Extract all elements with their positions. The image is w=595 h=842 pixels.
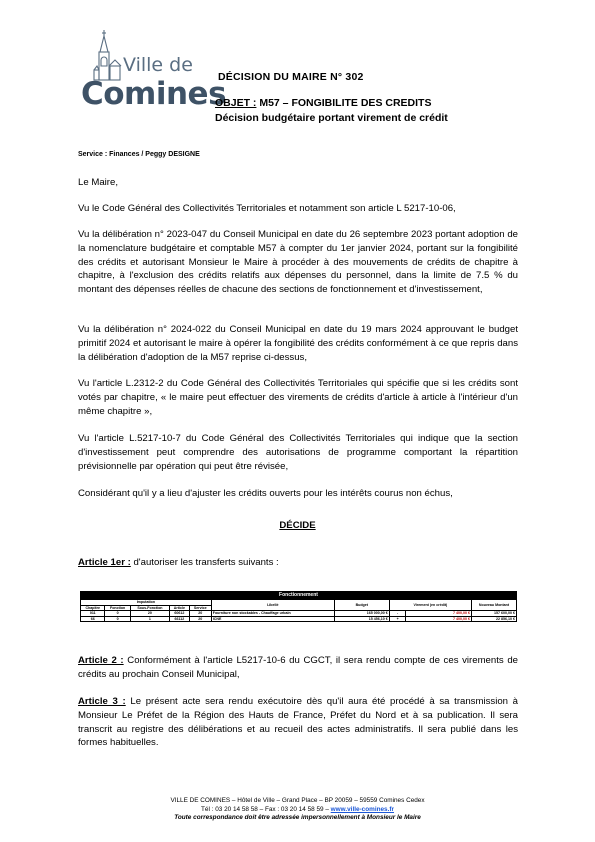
website-link[interactable]: www.ville-comines.fr (330, 805, 395, 813)
objet-label: OBJET : (215, 97, 257, 109)
footer-address: VILLE DE COMINES – Hôtel de Ville – Grand Place – BP 20059 – 59559 Comines Cedex (170, 797, 425, 804)
cell-article: 66112 (170, 616, 190, 622)
table-header-fonction: Fonction (105, 605, 130, 611)
service-line: Service : Finances / Peggy DESIGNE (78, 151, 200, 158)
paragraph-article-l5217: Vu l'article L.5217-10-7 du Code Général des Collectivités Territoriales qui indique que la section d'investissement peut comprendre des autorisations de programme comportant la répartition prévisionnelle par opération qui peut être révisée, (78, 433, 518, 472)
cell-chapitre: 011 (81, 611, 105, 617)
cell-service: 20 (189, 611, 211, 617)
table-header-chapitre: Chapitre (81, 605, 105, 611)
table-header-libelle: Libellé (211, 600, 334, 611)
paragraph-code-general: Vu le Code Général des Collectivités Territoriales et notamment son article L 5217-10-06, (78, 203, 456, 214)
article-3 (78, 695, 518, 750)
article-3-label: Article 3 : (78, 696, 126, 707)
page-footer (0, 797, 595, 823)
logo-line-ville: Ville de (123, 54, 193, 76)
objet-text: M57 – FONGIBILITE DES CREDITS (256, 97, 432, 109)
cell-budget: 15 456,10 € (334, 616, 389, 622)
objet-line (215, 97, 431, 109)
logo-line-comines: Comines (81, 76, 227, 112)
paragraph-deliberation-2024: Vu la délibération n° 2024-022 du Conseil Municipal en date du 19 mars 2024 approuvant le budget primitif 2024 et autorisant le maire à opérer la fongibilité des crédits conformément à ce que repris dans la délibération d'adoption de la M57 reprise ci-dessus, (78, 324, 518, 363)
cell-fonction: 0 (105, 616, 130, 622)
article-2-text: Conformément à l'article L5217-10-6 du CGCT, il sera rendu compte de ces virements de crédits au prochain Conseil Municipal, (78, 655, 518, 680)
church-icon (92, 30, 124, 82)
transfers-table (80, 591, 517, 622)
table-banner-row (81, 592, 517, 600)
cell-fonction: 0 (105, 611, 130, 617)
decide-heading: DÉCIDE (279, 520, 316, 531)
decision-title: DÉCISION DU MAIRE N° 302 (218, 71, 364, 83)
cell-virement: 7 400,00 € (406, 611, 472, 617)
cell-chapitre: 66 (81, 616, 105, 622)
cell-sign: + (389, 616, 406, 622)
cell-libelle: ICNE (211, 616, 334, 622)
paragraph-le-maire: Le Maire, (78, 177, 118, 188)
cell-sous-fonction: 1 (130, 616, 169, 622)
table-row (81, 616, 517, 622)
paragraph-article-l2312: Vu l'article L.2312-2 du Code Général des Collectivités Territoriales qui spécifie que si les crédits sont votés par chapitre, « le maire peut effectuer des virements de crédits d'article à article à l'intérieur d'un même chapitre », (78, 378, 518, 417)
cell-service: 20 (189, 616, 211, 622)
cell-article: 60612 (170, 611, 190, 617)
footer-notice: Toute correspondance doit être adressée impersonnellement à Monsieur le Maire (174, 814, 421, 822)
article-2-label: Article 2 : (78, 655, 124, 666)
table-header-virement: Virement (en crédit) (389, 600, 471, 611)
cell-virement: 7 400,00 € (406, 616, 472, 622)
table-header-sous-fonction: Sous-Fonction (130, 605, 169, 611)
table-header-row-1 (81, 600, 517, 606)
cell-sous-fonction: 20 (130, 611, 169, 617)
article-1 (78, 556, 518, 570)
article-2 (78, 654, 518, 682)
table-header-service: Service (189, 605, 211, 611)
cell-nouveau: 22 856,10 € (472, 616, 517, 622)
article-1-text: d'autoriser les transferts suivants : (130, 557, 279, 568)
footer-contact (0, 806, 595, 815)
cell-budget: 165 000,00 € (334, 611, 389, 617)
paragraph-considerant: Considérant qu'il y a lieu d'ajuster les crédits ouverts pour les intérêts courus non échus, (78, 488, 453, 499)
table-header-budget: Budget (334, 600, 389, 611)
paragraph-deliberation-2023: Vu la délibération n° 2023-047 du Conseil Municipal en date du 26 septembre 2023 portant adoption de la nomenclature budgétaire et comptable M57 à compter du 1er janvier 2024, portant sur la fongibilité des crédits et autorisant Monsieur le Maire à procéder à des mouvements de crédits de chapitre à chapitre, à l'exclusion des crédits relatifs aux dépenses du personnel, dans la limite de 7.5 % du montant des dépenses réelles de chacune des sections de fonctionnement et d'investissement, (78, 229, 518, 296)
cell-nouveau: 157 600,00 € (472, 611, 517, 617)
table-group-header: Imputation (81, 600, 212, 606)
footer-phone-fax: Tél : 03 20 14 58 58 – Fax : 03 20 14 58 59 – (200, 805, 331, 813)
table-header-article: Article (170, 605, 190, 611)
cell-libelle: Fourniture non stockables - Chauffage urbain (211, 611, 334, 617)
cell-sign: - (389, 611, 406, 617)
article-3-text: Le présent acte sera rendu exécutoire dès qu'il aura été procédé à sa transmission à Monsieur Le Préfet de la Région des Hauts de France, Préfet du Nord et à sa publication. Il sera transcrit au registre des délibérations et au recueil des actes administratifs. Il sera publié dans les formes habituelles. (78, 696, 518, 749)
decision-subtitle: Décision budgétaire portant virement de crédit (215, 112, 448, 124)
article-1-label: Article 1er : (78, 557, 131, 568)
table-banner: Fonctionnement (81, 592, 517, 600)
city-logo (78, 28, 227, 112)
table-header-nouveau: Nouveau Montant (472, 600, 517, 611)
